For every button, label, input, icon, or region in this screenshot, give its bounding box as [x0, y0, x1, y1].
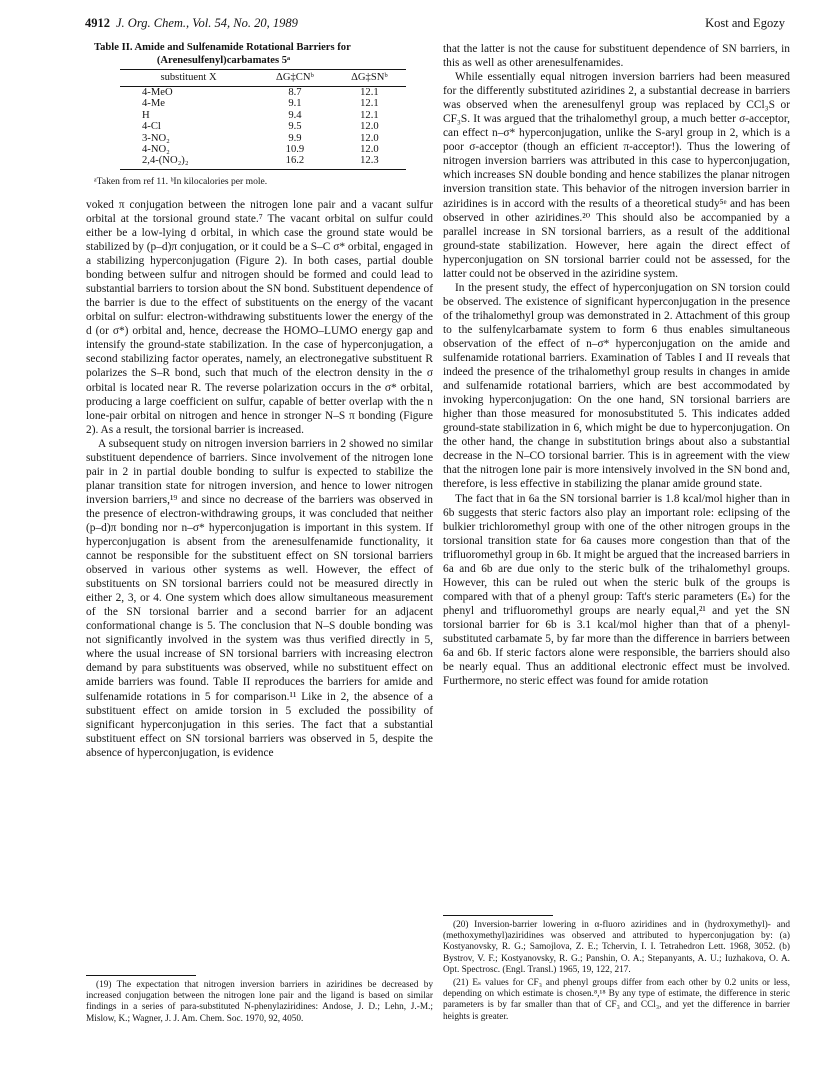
- cell-cn: 9.5: [288, 121, 302, 133]
- cell-sn: 12.3: [333, 155, 406, 169]
- footnotes-right: [443, 920, 790, 1025]
- cell-substituent: H: [142, 109, 150, 121]
- cell-substituent: 4-Cl: [142, 121, 161, 133]
- journal-citation: J. Org. Chem., Vol. 54, No. 20, 1989: [116, 16, 298, 30]
- paragraph: The fact that in 6a the SN torsional barrier is 1.8 kcal/mol higher than in 6b suggests that steric factors also play an important role: eclipsing of the bulkier trichloromethyl group with one of the other nitrogen groups in the torsional transition state for 6a causes more congestion than that of the trifluoromethyl group in 6b. It might be argued that the increased barriers in 6a and 6b are due only to the steric bulk of the trihalomethyl groups. However, this can be ruled out when the steric bulk of the groups is compared with that of a phenyl group: Taft's steric parameters (Eₛ) for the phenyl and trifluoromethyl groups are nearly equal,²¹ and yet the SN torsional barrier for 6b is 3.1 kcal/mol higher than that of a phenyl-substituted carbamate 5, by far more than the difference in barriers between 6a and 6b. If steric factors alone were responsible, the barriers should also be nearly equal. Thus an additional electronic effect must be involved. Furthermore, no steric effect was found for amide rotation: [443, 492, 790, 688]
- left-body-text: [86, 198, 433, 760]
- footnote-text: (20) Inversion-barrier lowering in α-fluoro aziridines and in (hydroxymethyl)- and (methoxymethyl)aziridines was observed and attributed to hyperconjugation by: (a) Kostyanovsky, R. G.; Samojlova, Z. E.; Tchervin, I. I. Tetrahedron Lett. 1968, 3052. (b) Bystrov, V. F.; Kostyanovsky, R. G.; Panshin, O. A.; Stepanyants, A. U.; Iuzhakova, O. A. Opt. Spectrosc. (Engl. Transl.) 1965, 19, 122, 217.: [443, 920, 790, 975]
- barrier-table: [120, 69, 406, 170]
- cell-cn: 9.9: [288, 132, 302, 144]
- header-authors: Kost and Egozy: [705, 16, 785, 30]
- col-header-substituent: substituent X: [120, 70, 257, 87]
- cell-sn: 12.0: [360, 132, 379, 144]
- cell-substituent: 2,4-(NO₂)₂: [120, 155, 257, 169]
- table-row: [120, 110, 406, 121]
- cell-sn: 12.0: [360, 144, 379, 156]
- cell-sn: 12.1: [360, 87, 379, 99]
- paragraph: voked π conjugation between the nitrogen lone pair and a vacant sulfur orbital at the torsional ground state.⁷ The vacant orbital on sulfur could either be a low-lying d orbital, in which case the ground state would be stabilized by (p–d)π conjugation, or it could be a S–C σ* orbital, engaged in a stabilizing hyperconjugation (Figure 2). In both cases, partial double bonding between sulfur and nitrogen should be formed and could lead to substantial barriers to torsion about the SN bond. Substituent dependence of the barrier is due to the effect of substituents on the energy of the vacant orbital on sulfur: electron-withdrawing substituents lower the energy of the d (or σ*) orbital and, hence, decrease the HOMO–LUMO energy gap and intensify the ground-state stabilization. In the case of hyperconjugation, a second stabilizing factor operates, namely, an electronegative substituent R polarizes the S–R bond, such that much of the electron density in the σ orbital is located near R. The reverse polarization occurs in the σ* orbital, producing a large coefficient on sulfur, capable of better overlap with the n lone-pair orbital on nitrogen and hence in stronger N–S π bonding (Figure 2). As a result, the torsional barrier is increased.: [86, 198, 433, 436]
- cell-cn: 10.9: [285, 144, 305, 156]
- table-header-row: [120, 70, 406, 87]
- col-header-cn: ΔG‡CNᵇ: [257, 70, 333, 87]
- table-row: [120, 144, 406, 155]
- footnote-text: (19) The expectation that nitrogen inversion barriers in aziridines be decreased by increased conjugation between the nitrogen lone pair and the ligand is based on similar findings in a series of para-substituted N-phenylaziridines: Andose, J. D.; Lehn, J.-M.; Mislow, K.; Wagner, J. J. Am. Chem. Soc. 1970, 92, 4050.: [86, 980, 433, 1024]
- table-title-line1: Table II. Amide and Sulfenamide Rotational Barriers for: [94, 42, 351, 53]
- paragraph: In the present study, the effect of hyperconjugation on SN torsion could be observed. The existence of significant hyperconjugation in the presence of the trihalomethyl group was demonstrated in 2. Attachment of this group to the sulfenylcarbamate system to form 6 thus enables simultaneous observation of the effect of n–σ* hyperconjugation on the amide and sulfenamide rotational barriers. Examination of Tables I and II reveals that indeed the presence of the trihalomethyl group results in changes in amide and sulfenamide rotational barriers, which are best accommodated by invoking hyperconjugation: On the one hand, SN torsional barriers are higher than those measured for monosubstituted 5. This indicates added ground-state stabilization in 6, which might be due to hyperconjugation. On the other hand, the change in substitution brings about also a substantial decrease in the N–CO torsional barrier. This is in agreement with the view that the nitrogen lone pair is more intensively involved in the SN bond and, therefore, is less effective in stabilizing the planar amide ground state.: [443, 281, 790, 491]
- footnote-rule-left: [86, 975, 196, 976]
- table-footnote: ᵃTaken from ref 11. ᵇIn kilocalories per mole.: [94, 175, 268, 187]
- table-title-line2: (Arenesulfenyl)carbamates 5ᵃ: [156, 54, 291, 66]
- footnote-rule-right: [443, 915, 553, 916]
- cell-cn: 16.2: [257, 155, 333, 169]
- paragraph: that the latter is not the cause for substituent dependence of SN barriers, in this as well as other arenesulfenamides.: [443, 43, 790, 70]
- header-left: [85, 16, 298, 31]
- table-title: [86, 42, 433, 67]
- cell-substituent: 3-NO₂: [142, 132, 170, 144]
- left-column: [86, 42, 433, 760]
- page-number: 4912: [85, 16, 110, 30]
- running-header: [85, 16, 785, 34]
- table-body: [120, 87, 406, 170]
- table-row: [120, 133, 406, 144]
- cell-sn: 12.1: [360, 109, 379, 121]
- cell-cn: 9.1: [288, 98, 302, 110]
- footnote-19: [86, 980, 433, 1027]
- table-row: [120, 98, 406, 109]
- col-header-sn: ΔG‡SNᵇ: [333, 70, 406, 87]
- cell-substituent: 4-NO₂: [142, 144, 170, 156]
- paragraph: A subsequent study on nitrogen inversion barriers in 2 showed no similar substituent dependence of barriers. Since involvement of the nitrogen lone pair in 2 in partial double bonding to sulfur is expected to stabilize the planar transition state for nitrogen inversion, and hence to lower nitrogen inversion barriers,¹⁹ and since no decrease of the barriers was observed in the presence of electron-withdrawing groups, it was concluded that neither (p–d)π bonding nor n–σ* hyperconjugation is important in this system. If hyperconjugation is absent from the arenesulfenamide functionality, it cannot be responsible for the substituent effect on SN torsional barriers observed in various other systems as well. However, the effect of substituents on SN torsional barriers could not be measured directly in either 2, 3, or 4. One system which does allow simultaneous measurement of the SN torsional barrier and a second barrier for an adjacent conformational change is 5. The conclusion that N–S double bonding was not significantly involved in the system was thus verified directly in 5, where the usual increase of SN torsional barriers with increasing electron demand by para substituents was observed, while no substituent effect on amide barriers was found. Table II reproduces the barriers for amide and sulfenamide rotations in 5 for comparison.¹¹ Like in 2, the absence of a substituent effect on amide torsion in 5 excluded the possibility of significant hyperconjugation in this series. The fact that a substantial substituent effect on SN torsional barriers was observed in 5, despite the absence of hyperconjugation, is evidence: [86, 437, 433, 759]
- right-column: [443, 42, 790, 688]
- footnote-text: (21) Eₛ values for CF₃ and phenyl groups differ from each other by 0.2 units or less, depending on which estimate is chosen.⁸,¹⁸ By any type of estimate, the difference in steric parameters is by far smaller than that of CF₃ and CCl₃, and yet the difference in barrier heights is greater.: [443, 978, 790, 1022]
- right-body-text: [443, 42, 790, 688]
- cell-sn: 12.0: [360, 121, 379, 133]
- table-row: [120, 121, 406, 132]
- cell-cn: 9.4: [288, 109, 302, 121]
- cell-cn: 8.7: [288, 87, 302, 99]
- cell-sn: 12.1: [360, 98, 379, 110]
- paragraph: While essentially equal nitrogen inversion barriers had been measured for the differently substituted aziridines 2, a substantial decrease in barriers was observed when the arenesulfenyl group was replaced by CCl₃S or CF₃S. It was argued that the trihalomethyl group, a much better σ-acceptor, can effect n–σ* hyperconjugation, unlike the S-aryl group in 2, which is a poor σ-acceptor (though an efficient π-acceptor!). Thus the lowering of nitrogen inversion barriers was attributed in this case to hyperconjugation, which increases SN double bonding and hence stabilizes the planar nitrogen inversion transition state. This behavior of the nitrogen inversion barrier in aziridines is in accord with the results of a theoretical study⁵ᵉ and has been observed in other aziridines.²⁰ This should also be accompanied by a parallel increase in SN torsional barriers, as a result of the additional ground-state stabilization. However, here again the direct effect of hyperconjugation on SN torsional barrier could not be assessed, for the latter could not be observed in the aziridine system.: [443, 71, 790, 280]
- table-row: [120, 87, 406, 99]
- cell-substituent: 4-MeO: [142, 87, 173, 99]
- table-row: [120, 155, 406, 169]
- cell-substituent: 4-Me: [142, 98, 165, 110]
- table-ii: [86, 42, 433, 188]
